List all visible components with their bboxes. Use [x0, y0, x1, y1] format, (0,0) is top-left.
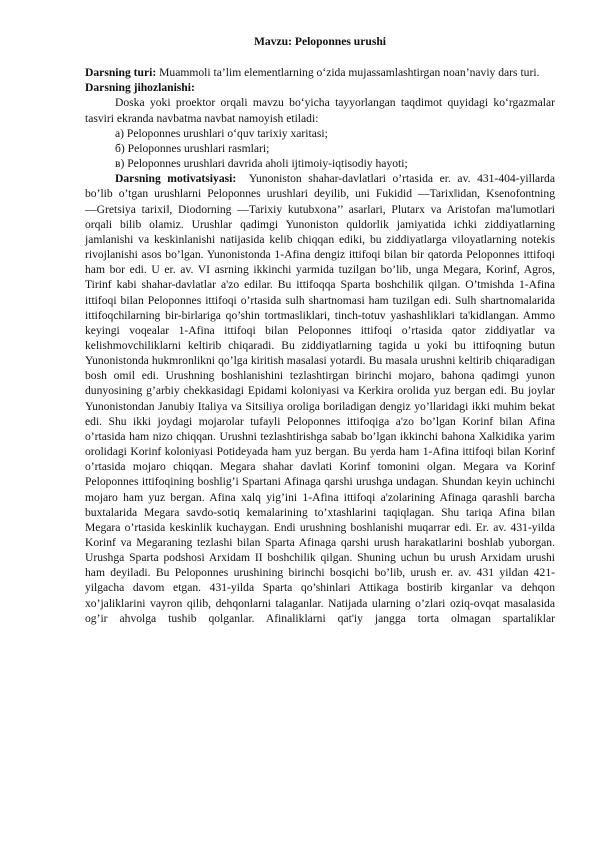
motivation-text: Yunoniston shahar-davlatlari o’rtasida er. av. 431-404-yillarda bo’lib o’tgan urushlarni Peloponnes urushlari deyilib, uni Fukidid ―Tarix‖idan, Ksenofontning ―Gretsiya tarixi‖, Diodorning ―Tarixiy kutubxona’’ asarlari, Plutarx va Aristofan ma'lumotlari orqali bilib olamiz. Urushlar qadimgi Yunoniston quldorlik jamiyatida ichki ziddiyatlarning jamlanishi va keskinlanishi natijasida kelib chiqqan ediki, bu ziddiyatlarga viloyatlarning notekis rivojlanishi asos bo’lgan. Yunonistonda 1-Afina dengiz ittifoqi bilan bir qatorda Peloponnes ittifoqi ham bor edi. U er. av. VI asrning ikkinchi yarmida tuzilgan bo’lib, unga Megara, Korinf, Agros, Tirinf kabi shahar-davlatlar a'zo edilar. Bu ittifoqqa Sparta boshchilik qilgan. O’tmishda 1-Afina ittifoqi bilan Peloponnes ittifoqi o’rtasida sulh shartnomasi ham tuzilgan edi. Sulh shartnomalarida ittifoqchilarning bir-birlariga qo’shin tortmasliklari, tinch-totuv yashashliklari ta'kidlangan. Ammo keyingi voqealar 1-Afina ittifoqi bilan Peloponnes ittifoqi o’rtasida qator ziddiyatlar va kelishmovchiliklarni keltirib chiqaradi. Bu ziddiyatlarning tagida u yoki bu ittifoqning butun Yunonistonda hukmronlikni qo’lga kiritish masalasi yotardi. Bu masala urushni keltirib chiqaradigan bosh omil edi. Urushning boshlanishini tezlashtirgan birinchi mojaro, bahona qadimgi yunon dunyosining g’arbiy chekkasidagi Epidami koloniyasi va Kerkira orolida yuz bergan edi. Bu joylar Yunonistondan Janubiy Italiya va Sitsiliya oroliga boriladigan dengiz yo’llaridagi ikki muhim bekat edi. Shu ikki joydagi mojarolar tufayli Peloponnes ittifoqiga a'zo bo’lgan Korinf bilan Afina o’rtasida ham nizo chiqqan. Urushni tezlashtirishga sabab bo’lgan ikkinchi bahona Xalkidika yarim orolidagi Korinf koloniyasi Potideyada ham yuz bergan. Bu yerda ham 1-Afina ittifoqi bilan Korinf o’rtasida mojaro chiqqan. Megara shahar davlati Korinf tomonini olgan. Megara va Korinf Peloponnes ittifoqining boshlig’i Spartani Afinaga qarshi urushga undagan. Shundan keyin uchinchi mojaro ham yuz bergan. Afina xalq yig’ini 1-Afina ittifoqi a'zolarining Afinaga qarashli barcha buxtalarida Megara savdo-sotiq kemalarining to’xtashlarini taqiqlagan. Shu tariqa Afina bilan Megara o’rtasida keskinlik kuchaygan. Endi urushning boshlanishi muqarrar edi. Er. av. 431-yilda Korinf va Megaraning tezlashi bilan Sparta Afinaga qarshi urush harakatlarini boshlab yuborgan. Urushga Sparta podshosi Arxidam II boshchilik qilgan. Shuning uchun bu urush Arxidam urushi ham deyiladi. Bu Peloponnes urushining birinchi bosqichi bo’lib, urush er. av. 431 yildan 421- yilgacha davom etgan. 431-yilda Sparta qo’shinlari Attikaga bostirib kirganlar va dehqon xo’jaliklarini vayron qilib, dehqonlarni talaganlar. Natijada ularning o’zlari oziq-ovqat masalasida og’ir ahvolga tushib qolganlar. Afinaliklarni qat'iy jangga torta olmagan spartaliklar	[85, 172, 555, 625]
equipment-item-a: а) Peloponnes urushlari o‘quv tarixiy xaritasi;	[115, 126, 328, 140]
equipment-item-b: б) Peloponnes urushlari rasmlari;	[115, 141, 270, 155]
motivation-label: Darsning motivatsiyasi:	[115, 172, 237, 186]
lesson-type-text: Muammoli ta’lim elementlarning o‘zida mujassamlashtirgan noan’naviy dars turi.	[159, 66, 540, 80]
lesson-type-paragraph	[85, 65, 555, 80]
motivation-paragraph	[85, 171, 555, 626]
page-title: Mavzu: Peloponnes urushi	[253, 35, 387, 48]
equipment-heading: Darsning jihozlanishi:	[85, 81, 195, 95]
equipment-intro: Doska yoki proektor orqali mavzu bo‘yicha tayyorlangan taqdimot quyidagi ko‘rgazmalar tasviri ekranda navbatma navbat namoyish etiladi:	[85, 96, 555, 125]
equipment-item-c: в) Peloponnes urushlari davrida aholi ijtimoiy-iqtisodiy hayoti;	[115, 157, 408, 171]
lesson-type-label: Darsning turi:	[85, 66, 157, 80]
document-page	[85, 34, 555, 626]
